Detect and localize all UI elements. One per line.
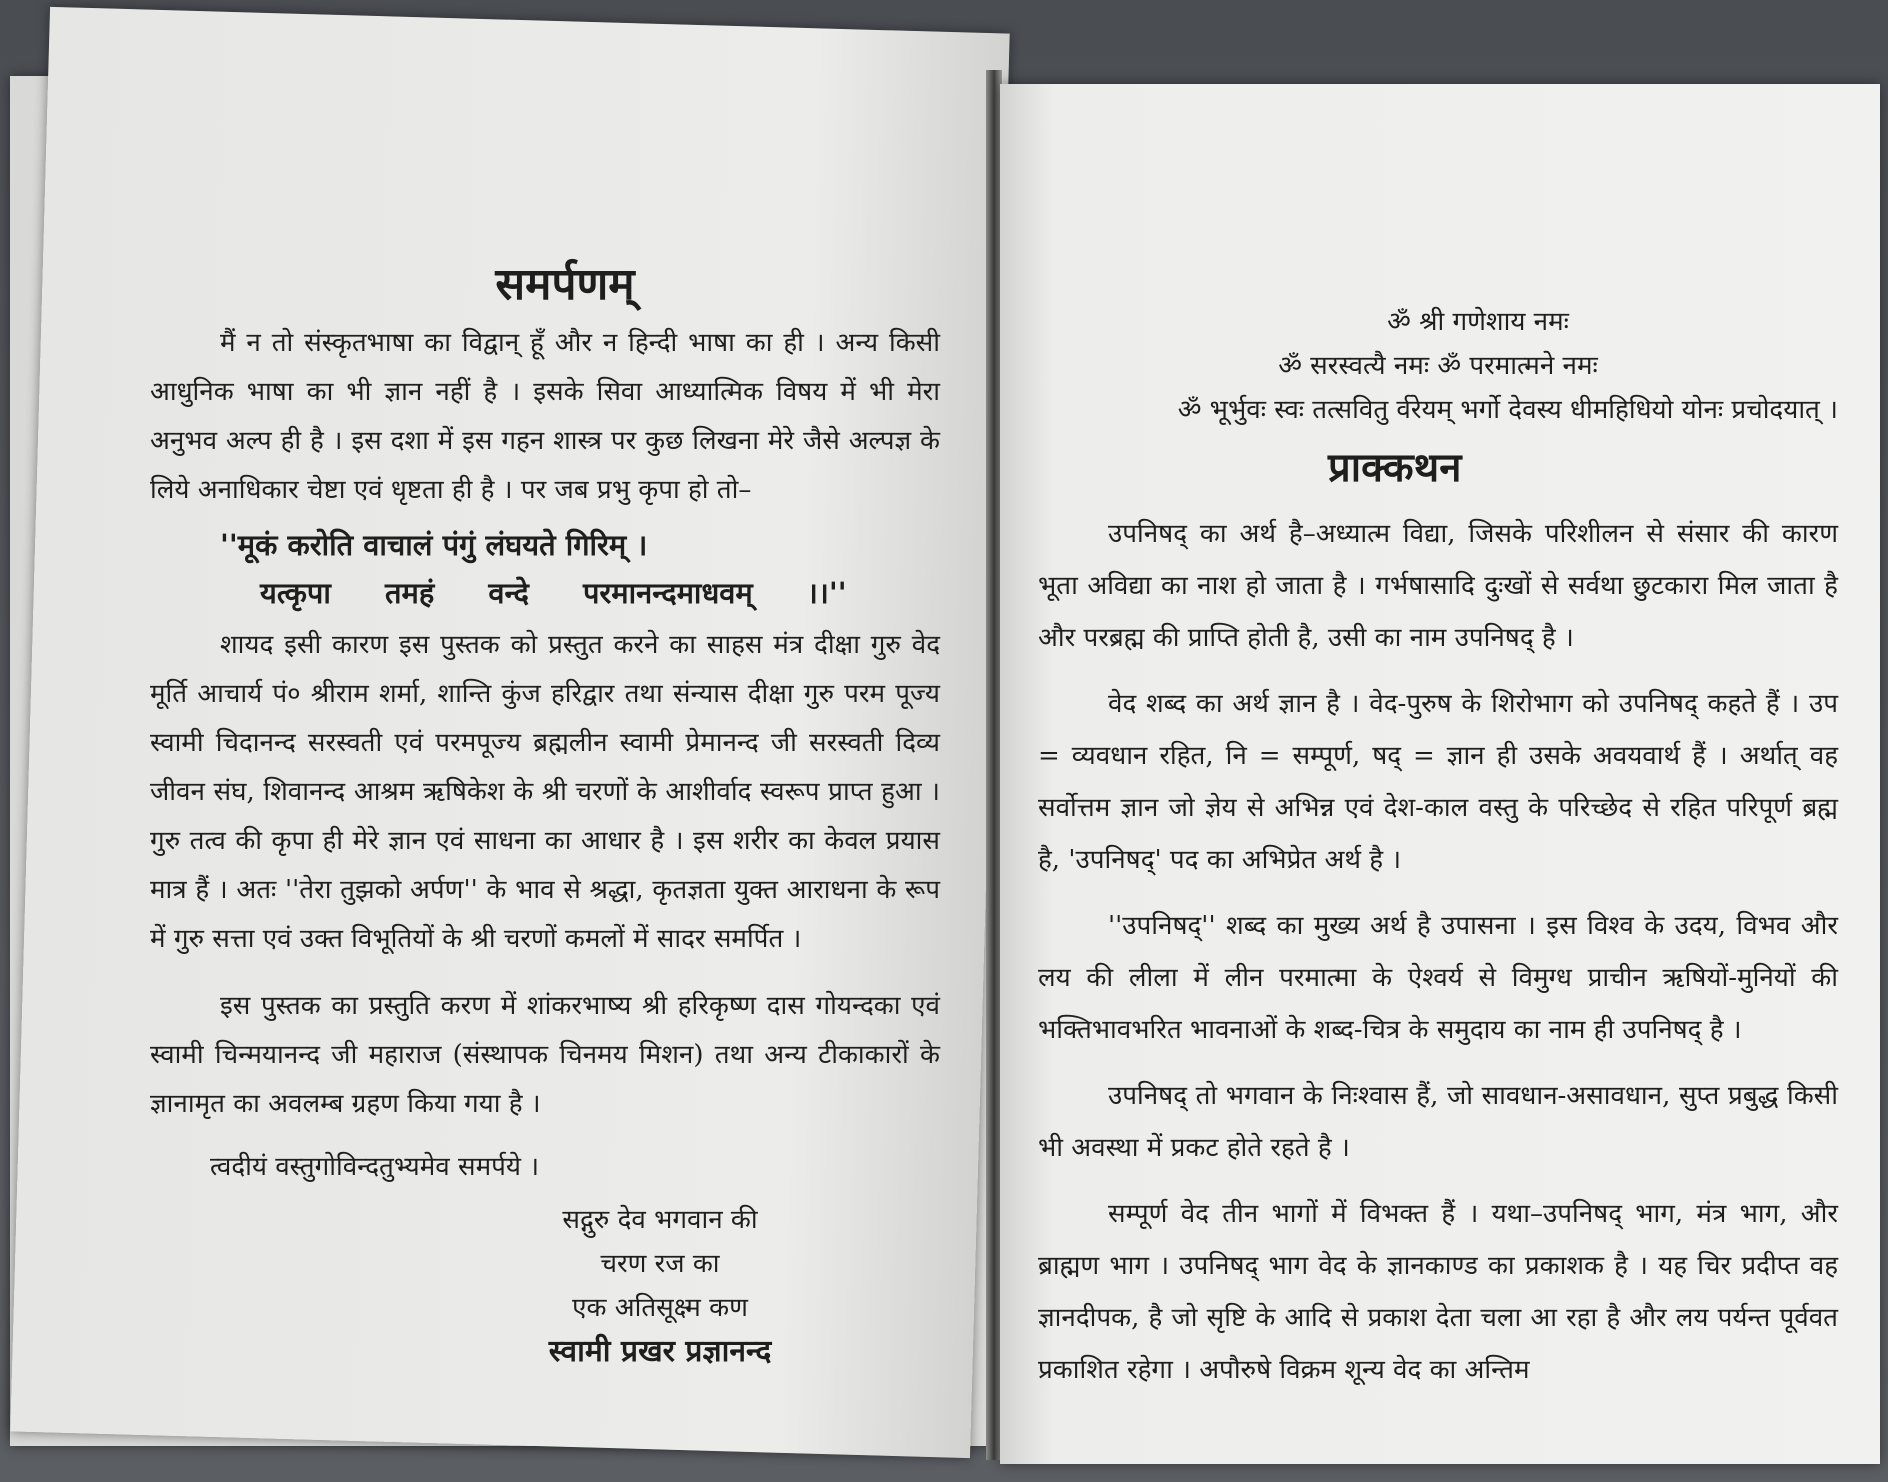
preface-paragraph-1: उपनिषद् का अर्थ है–अध्यात्म विद्या, जिसके परिशीलन से संसार की कारण भूता अविद्या का नाश हो जाता है । गर्भषासादि दुःखों से सर्वथा छुटकारा मिल जाता है और परब्रह्म की प्राप्ति होती है, उसी का नाम उपनिषद् है । xyxy=(1038,519,1838,653)
signature-line-3: एक अतिसूक्ष्म कण xyxy=(572,1293,748,1323)
signature-name: स्वामी प्रखर प्रज्ञानन्द xyxy=(548,1334,772,1369)
offering-line: त्वदीयं वस्तुगोविन्दतुभ्यमेव समर्पये । xyxy=(210,1152,540,1182)
signature-line-2: चरण रज का xyxy=(600,1249,720,1279)
dedication-paragraph-3: इस पुस्तक का प्रस्तुति करण में शांकरभाष्य श्री हरिकृष्ण दास गोयन्दका एवं स्वामी चिन्मयानन्द जी महाराज (संस्थापक चिनमय मिशन) तथा अन्य टीकाकारों के ज्ञानामृत का अवलम्ब ग्रहण किया गया है । xyxy=(150,991,940,1119)
mantra-line-2: ॐ सरस्वत्यै नमः ॐ परमात्मने नमः xyxy=(1278,351,1598,381)
right-page-content xyxy=(1038,300,1838,1410)
left-page-content xyxy=(150,260,940,1374)
preface-title: प्राक्कथन xyxy=(1328,444,1462,491)
preface-paragraph-4: उपनिषद् तो भगवान के निःश्वास हैं, जो सावधान-असावधान, सुप्त प्रबुद्ध किसी भी अवस्था में प्रकट होते रहते है । xyxy=(1038,1081,1838,1163)
signature-block xyxy=(510,1198,810,1374)
preface-paragraph-5: सम्पूर्ण वेद तीन भागों में विभक्त हैं । यथा–उपनिषद् भाग, मंत्र भाग, और ब्राह्मण भाग । उपनिषद् भाग वेद के ज्ञानकाण्ड का प्रकाशक है । यह चिर प्रदीप्त वह ज्ञानदीपक, है जो सृष्टि के आदि से प्रकाश देता चला आ रहा है और लय पर्यन्त पूर्ववत प्रकाशित रहेगा । अपौरुषे विक्रम शून्य वेद का अन्तिम xyxy=(1038,1199,1838,1385)
preface-paragraph-3: ''उपनिषद्'' शब्द का मुख्य अर्थ है उपासना । इस विश्व के उदय, विभव और लय की लीला में लीन परमात्मा के ऐश्वर्य से विमुग्ध प्राचीन ऋषियों-मुनियों की भक्तिभावभरित भावनाओं के शब्द-चित्र के समुदाय का नाम ही उपनिषद् है । xyxy=(1038,911,1838,1045)
verse-line-2: यत्कृपा तमहं वन्दे परमानन्दमाधवम् ।।'' xyxy=(260,576,847,610)
dedication-paragraph-1: मैं न तो संस्कृतभाषा का विद्वान् हूँ और न हिन्दी भाषा का ही । अन्य किसी आधुनिक भाषा का भी ज्ञान नहीं है । इसके सिवा आध्यात्मिक विषय में भी मेरा अनुभव अल्प ही है । इस दशा में इस गहन शास्त्र पर कुछ लिखना मेरे जैसे अल्पज्ञ के लिये अनाधिकार चेष्टा एवं धृष्टता ही है । पर जब प्रभु कृपा हो तो– xyxy=(150,328,940,505)
verse-line-1: ''मूकं करोति वाचालं पंगुं लंघयते गिरिम् । xyxy=(220,528,648,562)
dedication-paragraph-2: शायद इसी कारण इस पुस्तक को प्रस्तुत करने का साहस मंत्र दीक्षा गुरु वेद मूर्ति आचार्य पं० श्रीराम शर्मा, शान्ति कुंज हरिद्वार तथा संन्यास दीक्षा गुरु परम पूज्य स्वामी चिदानन्द सरस्वती एवं परमपूज्य ब्रह्मलीन स्वामी प्रेमानन्द जी सरस्वती दिव्य जीवन संघ, शिवानन्द आश्रम ऋषिकेश के श्री चरणों के आशीर्वाद स्वरूप प्राप्त हुआ । गुरु तत्व की कृपा ही मेरे ज्ञान एवं साधना का आधार है । इस शरीर का केवल प्रयास मात्र हैं । अतः ''तेरा तुझको अर्पण'' के भाव से श्रद्धा, कृतज्ञता युक्त आराधना के रूप में गुरु सत्ता एवं उक्त विभूतियों के श्री चरणों कमलों में सादर समर्पित । xyxy=(150,630,940,954)
mantra-line-3: ॐ भूर्भुवः स्वः तत्सवितु र्वरेयम् भर्गो देवस्य धीमहिधियो योनः प्रचोदयात् । xyxy=(1177,395,1838,425)
signature-line-1: सद्गुरु देव भगवान की xyxy=(562,1205,758,1235)
mantra-line-1: ॐ श्री गणेशाय नमः xyxy=(1387,307,1569,337)
sanskrit-verse xyxy=(220,521,940,617)
dedication-title: समर्पणम् xyxy=(495,259,635,310)
preface-paragraph-2: वेद शब्द का अर्थ ज्ञान है । वेद-पुरुष के शिरोभाग को उपनिषद् कहते हैं । उप = व्यवधान रहित, नि = सम्पूर्ण, षद् = ज्ञान ही उसके अवयवार्थ हैं । अर्थात् वह सर्वोत्तम ज्ञान जो ज्ञेय से अभिन्न एवं देश-काल वस्तु के परिच्छेद से रहित परिपूर्ण ब्रह्म है, 'उपनिषद्' पद का अभिप्रेत अर्थ है । xyxy=(1038,689,1838,875)
